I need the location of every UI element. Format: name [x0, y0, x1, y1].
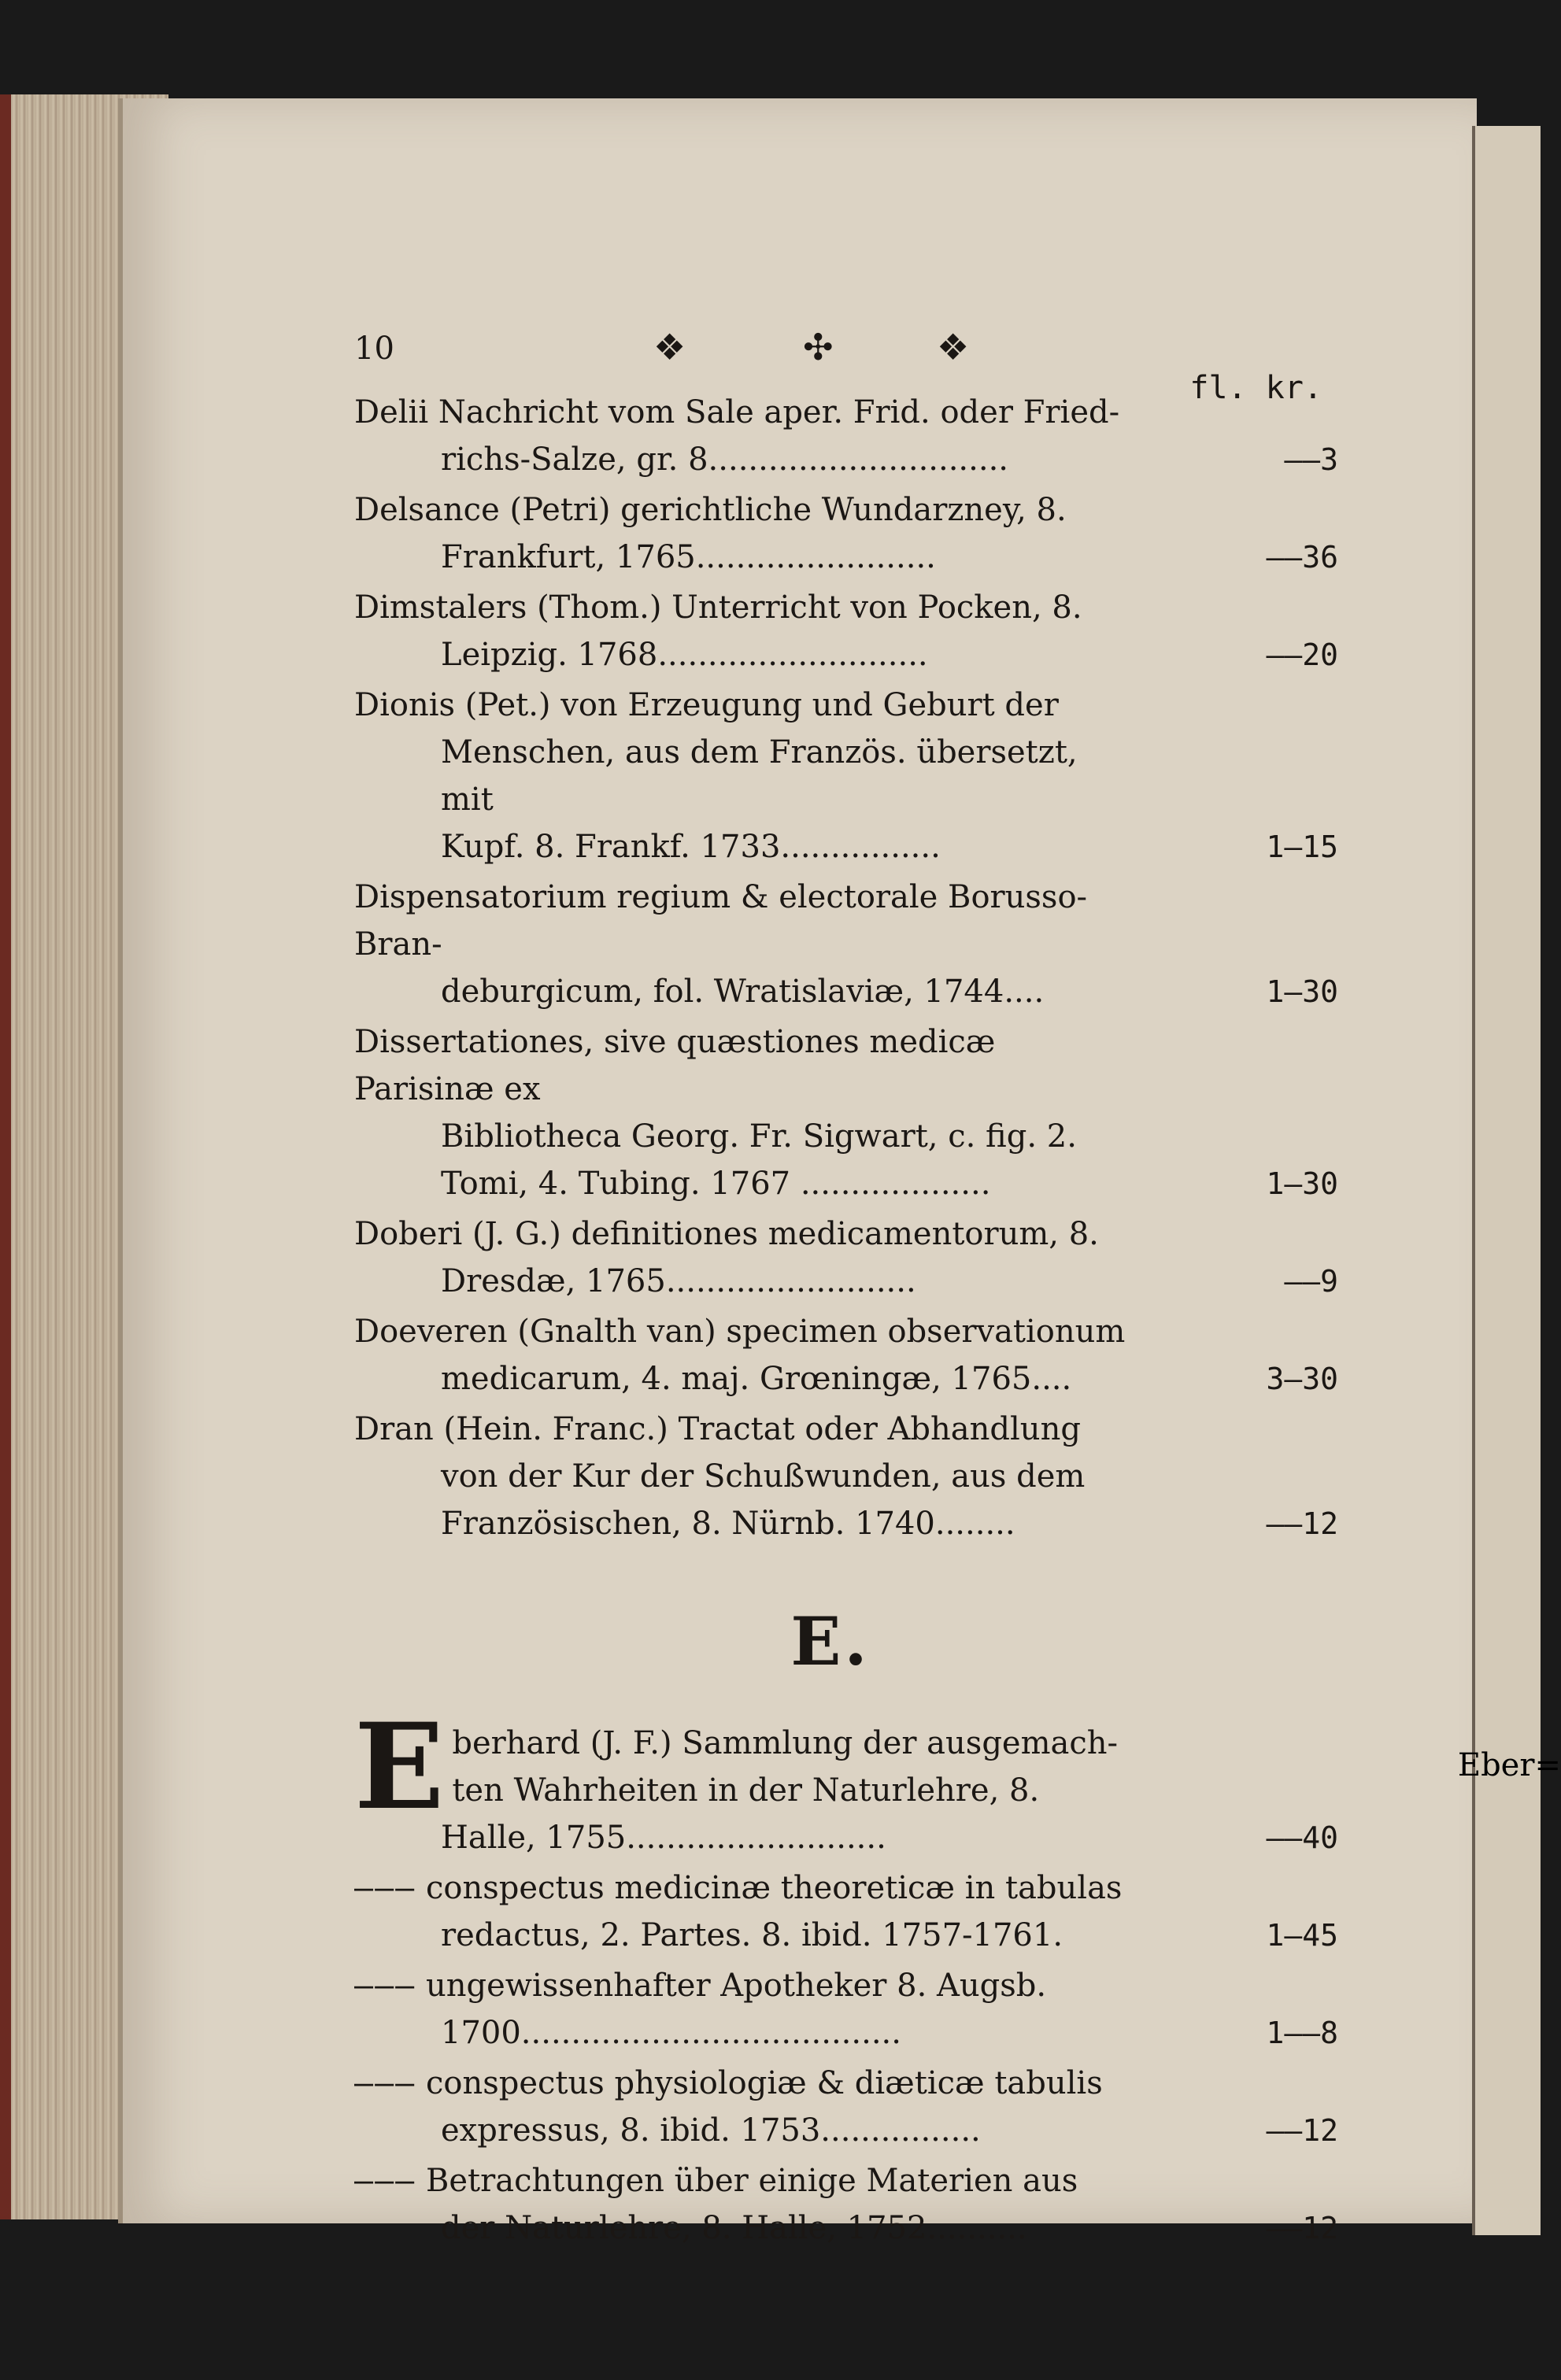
entry-first-line: [354, 389, 1126, 436]
entry-first-line: [354, 1864, 1126, 1912]
page-number: 10: [354, 331, 394, 367]
entry-price: ——12: [1266, 2211, 1338, 2245]
catalog-entry: [354, 1864, 1338, 1959]
page-header: [354, 315, 1322, 406]
entry-continuation: medicarum, 4. maj. Grœningæ, 1765....: [441, 1361, 1072, 1397]
ornament-center-icon: ✣: [803, 326, 834, 368]
entry-title: Dionis (Pet.) von Erzeugung und Geburt der: [354, 687, 1059, 723]
entry-continuation: Tomi, 4. Tubing. 1767 ...................: [441, 1166, 991, 1202]
entry-title: Dimstalers (Thom.) Unterricht von Pocken, 8.: [354, 589, 1082, 626]
entry-continuation: ten Wahrheiten in der Naturlehre, 8.: [452, 1772, 1040, 1809]
entry-price: 3—30: [1266, 1362, 1338, 1396]
entry-continuation: von der Kur der Schußwunden, aus dem: [441, 1458, 1086, 1495]
entry-price: ——40: [1266, 1820, 1338, 1855]
entry-title: Doeveren (Gnalth van) specimen observationum: [354, 1314, 1126, 1350]
entry-continuation: Halle, 1755..........................: [441, 1820, 886, 1856]
entry-first-line: [354, 584, 1126, 631]
catalog-entry: [354, 1406, 1338, 1547]
entry-price: ——9: [1284, 1264, 1338, 1299]
ornament-right-icon: ❖: [937, 326, 970, 368]
entry-title: Dran (Hein. Franc.) Tractat oder Abhandlung: [354, 1411, 1081, 1447]
entry-price: 1—45: [1266, 1918, 1338, 1953]
entries-list-e: [354, 1698, 1338, 2252]
entry-continuation: Kupf. 8. Frankf. 1733................: [441, 829, 941, 865]
entry-title: Betrachtungen über einige Materien aus: [425, 2163, 1078, 2199]
entry-title: conspectus physiologiæ & diæticæ tabulis: [425, 2065, 1103, 2101]
entry-title: conspectus medicinæ theoreticæ in tabulas: [425, 1870, 1123, 1906]
entry-continuation: richs-Salze, gr. 8..............................: [441, 442, 1008, 478]
facing-page-edge: [1472, 126, 1541, 2235]
ditto-dash: ———: [354, 2163, 416, 2199]
entry-continuation: der Naturlehre, 8. Halle, 1752..........: [441, 2210, 1027, 2246]
catalog-entry: [354, 682, 1338, 870]
entry-first-line: [354, 1210, 1126, 1258]
entry-continuation: deburgicum, fol. Wratislaviæ, 1744....: [441, 974, 1045, 1010]
entry-title: Doberi (J. G.) definitiones medicamentorum, 8.: [354, 1216, 1099, 1252]
entry-first-line: [354, 874, 1126, 968]
catchword: Eber=: [1457, 1747, 1561, 1783]
catalog-entry: [354, 2157, 1338, 2252]
drop-cap: E: [354, 1698, 445, 1836]
entry-continuation: Leipzig. 1768...........................: [441, 637, 928, 673]
entry-price: 1——8: [1266, 2016, 1338, 2050]
section-heading: E.: [790, 1602, 871, 1680]
entry-first-line: [354, 486, 1126, 534]
catalog-entry: [354, 874, 1338, 1015]
entry-first-line: [354, 2157, 1126, 2204]
entry-title: Delsance (Petri) gerichtliche Wundarzney, 8.: [354, 492, 1067, 528]
entry-price: 1—30: [1266, 1166, 1338, 1201]
entry-price: ——3: [1284, 442, 1338, 477]
entry-first-line: [354, 2060, 1126, 2107]
entry-title: ungewissenhafter Apotheker 8. Augsb.: [425, 1968, 1047, 2004]
entry-continuation: expressus, 8. ibid. 1753................: [441, 2112, 981, 2149]
entry-continuation: 1700......................................: [441, 2015, 901, 2051]
entry-price: ——12: [1266, 2113, 1338, 2148]
entry-price: 1—30: [1266, 974, 1338, 1009]
entry-title: Delii Nachricht vom Sale aper. Frid. oder Fried-: [354, 394, 1120, 431]
catalog-entry: [354, 584, 1338, 678]
entries-list-d: [354, 389, 1338, 1547]
catalog-entry: [354, 1962, 1338, 2057]
entry-continuation: redactus, 2. Partes. 8. ibid. 1757-1761.: [441, 1917, 1063, 1953]
entry-continuation: Frankfurt, 1765........................: [441, 539, 936, 575]
entry-continuation: Dresdæ, 1765.........................: [441, 1263, 916, 1299]
entry-continuation: Menschen, aus dem Französ. übersetzt, mit: [441, 734, 1078, 818]
entry-price: ——20: [1266, 638, 1338, 672]
entry-first-line: [354, 1018, 1126, 1113]
catalog-entry: [354, 1308, 1338, 1402]
entry-title: Dispensatorium regium & electorale Borusso-Bran-: [354, 879, 1088, 963]
entry-continuation: Französischen, 8. Nürnb. 1740........: [441, 1506, 1015, 1542]
entry-first-line: [354, 1962, 1126, 2009]
entry-first-line: [354, 1406, 1126, 1453]
entry-title: berhard (J. F.) Sammlung der ausgemach-: [452, 1725, 1119, 1761]
catalog-entry: [354, 486, 1338, 581]
entry-price: 1—15: [1266, 830, 1338, 864]
ditto-dash: ———: [354, 1870, 416, 1906]
entry-first-line: [354, 682, 1126, 729]
catalog-entry: [354, 389, 1338, 483]
entry-price: ——36: [1266, 540, 1338, 575]
entry-continuation: Bibliotheca Georg. Fr. Sigwart, c. fig. 2.: [441, 1118, 1077, 1155]
entry-first-line: [354, 1308, 1126, 1355]
catalog-entry: [354, 1210, 1338, 1305]
ditto-dash: ———: [354, 1968, 416, 2004]
page-content: [354, 315, 1338, 2252]
catalog-entry: [354, 1698, 1338, 1861]
entry-price: ——12: [1266, 1506, 1338, 1541]
ornament-left-icon: ❖: [653, 326, 686, 368]
catalog-entry: [354, 2060, 1338, 2154]
column-header-currency: fl. kr.: [1189, 370, 1322, 406]
entry-title: Dissertationes, sive quæstiones medicæ Parisinæ ex: [354, 1024, 996, 1107]
ditto-dash: ———: [354, 2065, 416, 2101]
catalog-entry: [354, 1018, 1338, 1207]
